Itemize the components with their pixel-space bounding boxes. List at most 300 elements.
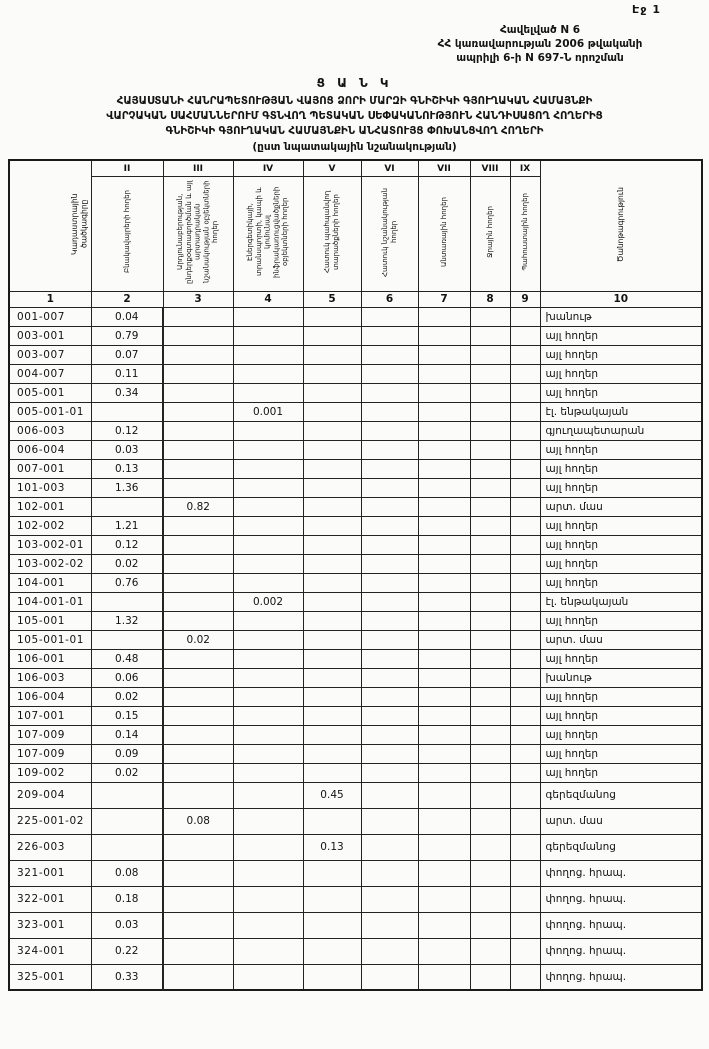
cell-c6 <box>361 687 418 706</box>
cell-c8 <box>470 516 510 535</box>
cell-c4 <box>233 421 303 440</box>
cell-c2: 0.22 <box>91 938 163 964</box>
cell-c2 <box>91 834 163 860</box>
header-note-label: Ծանոթագրություն <box>616 186 625 262</box>
cell-note: խանութ <box>540 668 702 687</box>
table-row <box>9 307 702 326</box>
cell-code: 105-001-01 <box>9 630 91 649</box>
cell-c7 <box>418 554 470 573</box>
cell-c3 <box>163 725 233 744</box>
cell-c9 <box>510 808 540 834</box>
column-number-row <box>9 291 702 307</box>
table-row <box>9 668 702 687</box>
cell-code: 104-001 <box>9 573 91 592</box>
cell-code: 005-001 <box>9 383 91 402</box>
cell-c2: 0.02 <box>91 687 163 706</box>
cell-c7 <box>418 725 470 744</box>
header-industry-lands <box>163 176 233 291</box>
header-settlement-lands <box>91 176 163 291</box>
colnum-5: 5 <box>303 291 361 307</box>
cell-c9 <box>510 535 540 554</box>
cell-c7 <box>418 782 470 808</box>
cell-c4 <box>233 668 303 687</box>
cell-c4 <box>233 345 303 364</box>
cell-c5 <box>303 573 361 592</box>
cell-code: 106-004 <box>9 687 91 706</box>
roman-col6: VI <box>361 160 418 176</box>
cell-c9 <box>510 573 540 592</box>
cell-c8 <box>470 964 510 990</box>
cell-c7 <box>418 744 470 763</box>
cell-code: 103-002-01 <box>9 535 91 554</box>
cell-c4 <box>233 808 303 834</box>
cell-c7 <box>418 808 470 834</box>
subtitle-line-3: ԳՆԻՇԻԿԻ ԳՅՈՒՂԱԿԱՆ ՀԱՄԱՅՆՔԻՆ ԱՆՀԱՏՈՒՅՑ ՓՈԽԱՆՑՎՈՂ ՀՈՂԵՐԻ <box>165 126 544 138</box>
header-cadastral-code <box>9 160 91 291</box>
cell-c6 <box>361 478 418 497</box>
cell-c6 <box>361 440 418 459</box>
cell-code: 109-002 <box>9 763 91 782</box>
cell-c4 <box>233 649 303 668</box>
table-row <box>9 744 702 763</box>
cell-code: 323-001 <box>9 912 91 938</box>
cell-c7 <box>418 860 470 886</box>
colnum-10: 10 <box>540 291 702 307</box>
cell-c3 <box>163 744 233 763</box>
cell-code: 107-001 <box>9 706 91 725</box>
cell-c3 <box>163 402 233 421</box>
cell-c5 <box>303 630 361 649</box>
cell-note: փողոց. հրապ. <box>540 938 702 964</box>
cell-c4 <box>233 573 303 592</box>
cell-c8 <box>470 554 510 573</box>
cell-note: այլ հողեր <box>540 554 702 573</box>
cell-c2: 0.08 <box>91 860 163 886</box>
colnum-1: 1 <box>9 291 91 307</box>
cell-note: այլ հողեր <box>540 744 702 763</box>
cell-c9 <box>510 497 540 516</box>
cell-c2 <box>91 808 163 834</box>
document-subnote: (ըստ նպատակային նշանակության) <box>252 141 457 154</box>
header-special-lands-label: Հատուկ նշանակության հողեր <box>380 187 398 277</box>
header-energy-transport-lands <box>233 176 303 291</box>
table-body <box>9 307 702 990</box>
header-water-lands <box>470 176 510 291</box>
cell-c8 <box>470 649 510 668</box>
cell-c9 <box>510 782 540 808</box>
cell-c7 <box>418 326 470 345</box>
roman-col2: II <box>91 160 163 176</box>
cell-c4 <box>233 497 303 516</box>
cell-c6 <box>361 459 418 478</box>
cell-note: այլ հողեր <box>540 763 702 782</box>
cell-c3 <box>163 668 233 687</box>
cell-code: 003-007 <box>9 345 91 364</box>
cell-c7 <box>418 938 470 964</box>
cell-note: այլ հողեր <box>540 459 702 478</box>
cell-c7 <box>418 478 470 497</box>
cell-c4 <box>233 725 303 744</box>
cell-c4 <box>233 744 303 763</box>
cell-c2: 1.21 <box>91 516 163 535</box>
cell-c8 <box>470 307 510 326</box>
cell-c6 <box>361 421 418 440</box>
cell-c5 <box>303 440 361 459</box>
cell-c6 <box>361 383 418 402</box>
cell-note: արտ. մաս <box>540 808 702 834</box>
cell-c8 <box>470 834 510 860</box>
cell-note: այլ հողեր <box>540 478 702 497</box>
table-row <box>9 886 702 912</box>
header-energy-transport-lands-label: Էներգետիկայի, տրանսպորտի, կապի և կոմունալ ինֆրակառուցվածքների օբյեկտների հողեր <box>246 186 290 278</box>
cell-c3 <box>163 834 233 860</box>
cell-c2: 0.02 <box>91 763 163 782</box>
cell-c7 <box>418 440 470 459</box>
cell-c7 <box>418 611 470 630</box>
cell-c9 <box>510 326 540 345</box>
cell-c4 <box>233 535 303 554</box>
cell-note: այլ հողեր <box>540 535 702 554</box>
cell-c2: 0.12 <box>91 535 163 554</box>
appendix-line-2: ՀՀ կառավարության 2006 թվականի <box>437 37 643 50</box>
cell-c8 <box>470 364 510 383</box>
cell-c7 <box>418 763 470 782</box>
header-cadastral-code-label: Կադաստրային ծածկագիրը <box>69 193 89 255</box>
cell-c6 <box>361 516 418 535</box>
cell-c3 <box>163 964 233 990</box>
cell-c7 <box>418 345 470 364</box>
cell-c7 <box>418 535 470 554</box>
cell-c5 <box>303 912 361 938</box>
cell-c9 <box>510 860 540 886</box>
cell-c2: 0.04 <box>91 307 163 326</box>
cell-c2: 0.79 <box>91 326 163 345</box>
cell-note: այլ հողեր <box>540 364 702 383</box>
cell-c8 <box>470 687 510 706</box>
cell-code: 005-001-01 <box>9 402 91 421</box>
cell-c8 <box>470 402 510 421</box>
colnum-2: 2 <box>91 291 163 307</box>
cell-code: 102-001 <box>9 497 91 516</box>
table-header <box>9 160 702 307</box>
appendix-line-1: Հավելված N 6 <box>499 24 581 36</box>
table-row <box>9 912 702 938</box>
cell-c3 <box>163 860 233 886</box>
cell-c9 <box>510 421 540 440</box>
cell-c2: 0.34 <box>91 383 163 402</box>
cell-c7 <box>418 573 470 592</box>
cell-c8 <box>470 345 510 364</box>
cell-c2: 0.11 <box>91 364 163 383</box>
cell-c8 <box>470 938 510 964</box>
cell-c7 <box>418 497 470 516</box>
roman-numeral-row <box>9 160 702 176</box>
cell-code: 107-009 <box>9 725 91 744</box>
cell-c6 <box>361 706 418 725</box>
table-row <box>9 383 702 402</box>
cell-c4 <box>233 782 303 808</box>
cell-c5 <box>303 364 361 383</box>
cell-code: 325-001 <box>9 964 91 990</box>
cell-c5 <box>303 938 361 964</box>
cell-code: 106-003 <box>9 668 91 687</box>
cell-c4 <box>233 706 303 725</box>
cell-code: 101-003 <box>9 478 91 497</box>
cell-c7 <box>418 630 470 649</box>
cell-note: այլ հողեր <box>540 383 702 402</box>
cell-c9 <box>510 459 540 478</box>
cell-c9 <box>510 687 540 706</box>
cell-c5 <box>303 725 361 744</box>
cell-note: գերեզմանոց <box>540 782 702 808</box>
cell-c2: 0.33 <box>91 964 163 990</box>
header-reserve-lands-label: Պահուստային հողեր <box>520 193 529 271</box>
cell-c5 <box>303 706 361 725</box>
cell-c5 <box>303 326 361 345</box>
cell-c4 <box>233 459 303 478</box>
cell-code: 004-007 <box>9 364 91 383</box>
cell-c7 <box>418 402 470 421</box>
cell-c7 <box>418 459 470 478</box>
cell-c9 <box>510 345 540 364</box>
cell-c5 <box>303 592 361 611</box>
cell-c3 <box>163 912 233 938</box>
cell-c6 <box>361 964 418 990</box>
cell-c3: 0.08 <box>163 808 233 834</box>
cell-note: այլ հողեր <box>540 687 702 706</box>
cell-c6 <box>361 744 418 763</box>
table-row <box>9 440 702 459</box>
cell-c4 <box>233 886 303 912</box>
table-row <box>9 938 702 964</box>
cell-c4 <box>233 364 303 383</box>
cell-c9 <box>510 307 540 326</box>
cell-c5: 0.45 <box>303 782 361 808</box>
colnum-3: 3 <box>163 291 233 307</box>
cell-note: փողոց. հրապ. <box>540 964 702 990</box>
cell-c5 <box>303 421 361 440</box>
cell-c5 <box>303 554 361 573</box>
colnum-6: 6 <box>361 291 418 307</box>
cell-c8 <box>470 440 510 459</box>
table-row <box>9 687 702 706</box>
page-number: Էջ 1 <box>632 3 661 16</box>
cell-c9 <box>510 554 540 573</box>
table-row <box>9 573 702 592</box>
header-protected-lands-label: Հատուկ պահպանվող տարածքների հողեր <box>323 190 340 274</box>
header-note <box>540 160 702 291</box>
header-protected-lands <box>303 176 361 291</box>
cell-c3 <box>163 478 233 497</box>
cell-c2: 0.13 <box>91 459 163 478</box>
cell-c9 <box>510 592 540 611</box>
cell-c8 <box>470 808 510 834</box>
cell-c5 <box>303 611 361 630</box>
cell-c3 <box>163 649 233 668</box>
cell-c2 <box>91 592 163 611</box>
cell-c2: 0.76 <box>91 573 163 592</box>
cell-c5: 0.13 <box>303 834 361 860</box>
appendix-block <box>390 24 690 66</box>
cell-c3 <box>163 459 233 478</box>
cell-c3: 0.82 <box>163 497 233 516</box>
table-row <box>9 592 702 611</box>
cell-c6 <box>361 592 418 611</box>
cell-c2: 0.03 <box>91 912 163 938</box>
cell-c2 <box>91 630 163 649</box>
roman-col8: VIII <box>470 160 510 176</box>
cell-c3: 0.02 <box>163 630 233 649</box>
cell-c7 <box>418 383 470 402</box>
cell-c2: 0.03 <box>91 440 163 459</box>
cell-c3 <box>163 611 233 630</box>
cell-c6 <box>361 725 418 744</box>
cell-c5 <box>303 516 361 535</box>
cell-c8 <box>470 782 510 808</box>
cell-code: 003-001 <box>9 326 91 345</box>
roman-col5: V <box>303 160 361 176</box>
table-row <box>9 554 702 573</box>
cell-c2: 0.07 <box>91 345 163 364</box>
cell-c3 <box>163 886 233 912</box>
cell-note: էլ. ենթակայան <box>540 402 702 421</box>
cell-c2: 0.09 <box>91 744 163 763</box>
cell-c7 <box>418 706 470 725</box>
subtitle-line-1: ՀԱՅԱՍՏԱՆԻ ՀԱՆՐԱՊԵՏՈՒԹՅԱՆ ՎԱՅՈՑ ՁՈՐԻ ՄԱՐԶԻ ԳՆԻՇԻԿԻ ԳՅՈՒՂԱԿԱՆ ՀԱՄԱՅՆՔԻ <box>116 95 593 107</box>
cell-c4 <box>233 326 303 345</box>
cell-code: 006-004 <box>9 440 91 459</box>
cell-c8 <box>470 497 510 516</box>
cell-c3 <box>163 516 233 535</box>
cell-c8 <box>470 744 510 763</box>
cell-c3 <box>163 782 233 808</box>
table-row <box>9 964 702 990</box>
cell-c9 <box>510 516 540 535</box>
cell-c3 <box>163 535 233 554</box>
colnum-9: 9 <box>510 291 540 307</box>
roman-col3: III <box>163 160 233 176</box>
cell-c9 <box>510 886 540 912</box>
cell-c2: 0.06 <box>91 668 163 687</box>
table-row <box>9 630 702 649</box>
cell-c4 <box>233 516 303 535</box>
table-row <box>9 535 702 554</box>
cell-c5 <box>303 478 361 497</box>
cell-c5 <box>303 886 361 912</box>
cell-c3 <box>163 938 233 964</box>
cell-c4: 0.001 <box>233 402 303 421</box>
cell-c6 <box>361 554 418 573</box>
table-row <box>9 459 702 478</box>
cell-c8 <box>470 763 510 782</box>
appendix-line-3: ապրիլի 6-ի N 697-Ն որոշման <box>456 51 624 64</box>
colnum-8: 8 <box>470 291 510 307</box>
cell-c7 <box>418 687 470 706</box>
cell-c4 <box>233 554 303 573</box>
cell-c9 <box>510 364 540 383</box>
cell-c9 <box>510 478 540 497</box>
table-row <box>9 834 702 860</box>
cell-c3 <box>163 573 233 592</box>
cell-code: 006-003 <box>9 421 91 440</box>
cell-c8 <box>470 912 510 938</box>
cell-c2: 0.48 <box>91 649 163 668</box>
cell-c5 <box>303 687 361 706</box>
cell-c9 <box>510 938 540 964</box>
cell-c2: 0.14 <box>91 725 163 744</box>
document-subtitle <box>0 94 709 140</box>
cell-code: 001-007 <box>9 307 91 326</box>
land-table <box>8 159 703 991</box>
table-row <box>9 345 702 364</box>
cell-c9 <box>510 834 540 860</box>
cell-note: այլ հողեր <box>540 516 702 535</box>
table-row <box>9 808 702 834</box>
cell-c4 <box>233 834 303 860</box>
cell-c5 <box>303 402 361 421</box>
cell-c8 <box>470 668 510 687</box>
cell-c5 <box>303 535 361 554</box>
cell-c7 <box>418 668 470 687</box>
colnum-7: 7 <box>418 291 470 307</box>
header-reserve-lands <box>510 176 540 291</box>
cell-c8 <box>470 478 510 497</box>
cell-c6 <box>361 611 418 630</box>
cell-c6 <box>361 912 418 938</box>
cell-note: խանութ <box>540 307 702 326</box>
cell-code: 324-001 <box>9 938 91 964</box>
cell-note: այլ հողեր <box>540 706 702 725</box>
cell-c4: 0.002 <box>233 592 303 611</box>
cell-note: փողոց. հրապ. <box>540 912 702 938</box>
cell-c3 <box>163 364 233 383</box>
cell-c7 <box>418 964 470 990</box>
cell-c7 <box>418 421 470 440</box>
cell-c9 <box>510 630 540 649</box>
cell-c2: 0.15 <box>91 706 163 725</box>
cell-code: 105-001 <box>9 611 91 630</box>
header-settlement-lands-label: Բնակավայրերի հողեր <box>122 190 131 274</box>
cell-note: գերեզմանոց <box>540 834 702 860</box>
cell-c3 <box>163 592 233 611</box>
cell-code: 007-001 <box>9 459 91 478</box>
cell-c5 <box>303 964 361 990</box>
cell-c8 <box>470 535 510 554</box>
cell-c6 <box>361 630 418 649</box>
table-row <box>9 860 702 886</box>
cell-note: փողոց. հրապ. <box>540 860 702 886</box>
cell-note: արտ. մաս <box>540 497 702 516</box>
cell-code: 106-001 <box>9 649 91 668</box>
cell-c2: 0.02 <box>91 554 163 573</box>
cell-note: այլ հողեր <box>540 725 702 744</box>
subtitle-line-2: ՎԱՐՉԱԿԱՆ ՍԱՀՄԱՆՆԵՐՈՒՄ ԳՏՆՎՈՂ ՊԵՏԱԿԱՆ ՍԵՓԱԿԱՆՈՒԹՅՈՒՆ ՀԱՆԴԻՍԱՑՈՂ ՀՈՂԵՐԻՑ <box>106 110 603 122</box>
cell-c5 <box>303 459 361 478</box>
cell-c3 <box>163 706 233 725</box>
cell-c9 <box>510 763 540 782</box>
cell-c7 <box>418 834 470 860</box>
cell-c8 <box>470 886 510 912</box>
cell-c5 <box>303 649 361 668</box>
table-row <box>9 649 702 668</box>
cell-code: 322-001 <box>9 886 91 912</box>
cell-c2 <box>91 497 163 516</box>
table-row <box>9 478 702 497</box>
cell-note: այլ հողեր <box>540 345 702 364</box>
cell-c7 <box>418 364 470 383</box>
cell-c6 <box>361 364 418 383</box>
cell-c5 <box>303 860 361 886</box>
